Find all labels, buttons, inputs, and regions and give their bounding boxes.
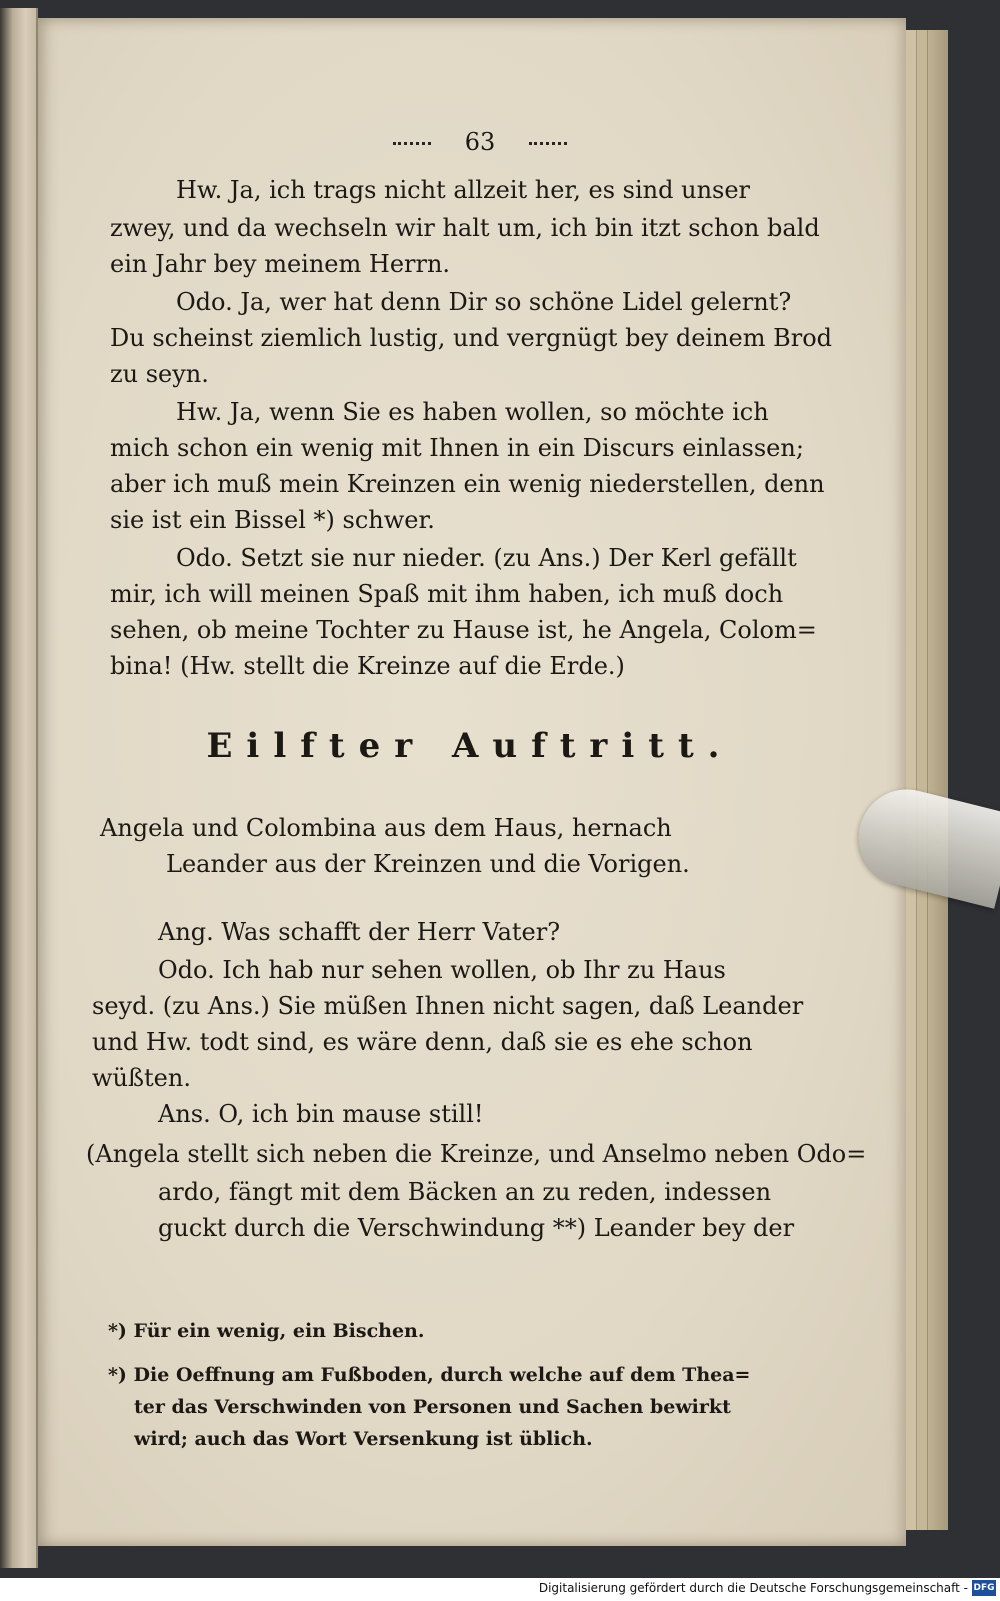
footnote: *) Die Oeffnung am Fußboden, durch welche auf dem Thea= <box>108 1364 751 1386</box>
footnote: ter das Verschwinden von Personen und Sachen bewirkt <box>134 1396 731 1418</box>
text-line: ein Jahr bey meinem Herrn. <box>110 250 451 278</box>
page-number: 63 <box>464 128 496 156</box>
footnote: wird; auch das Wort Versenkung ist üblich. <box>134 1428 593 1450</box>
text-line: mich schon ein wenig mit Ihnen in ein Discurs einlassen; <box>110 434 804 462</box>
book-spine <box>0 8 38 1568</box>
page-header <box>340 128 620 156</box>
text-line: Odo. Setzt sie nur nieder. (zu Ans.) Der Kerl gefällt <box>176 544 797 572</box>
text-line: aber ich muß mein Kreinzen ein wenig niederstellen, denn <box>110 470 825 498</box>
page-edge <box>906 30 917 1530</box>
text-line: Ang. Was schafft der Herr Vater? <box>158 918 561 946</box>
text-line: mir, ich will meinen Spaß mit ihm haben, ich muß doch <box>110 580 784 608</box>
stage-direction-line: guckt durch die Verschwindung **) Leander bey der <box>158 1214 795 1242</box>
text-line: sie ist ein Bissel *) schwer. <box>110 506 435 534</box>
scene-heading: Eilfter Auftritt. <box>206 726 734 766</box>
text-line: seyd. (zu Ans.) Sie müßen Ihnen nicht sagen, daß Leander <box>92 992 804 1020</box>
text-line: Odo. Ja, wer hat denn Dir so schöne Lidel gelernt? <box>176 288 792 316</box>
text-line: Odo. Ich hab nur sehen wollen, ob Ihr zu Haus <box>158 956 726 984</box>
text-line: bina! (Hw. stellt die Kreinze auf die Erde.) <box>110 652 625 680</box>
page-edge <box>928 30 948 1530</box>
text-line: Ans. O, ich bin mause still! <box>158 1100 484 1128</box>
text-line: sehen, ob meine Tochter zu Hause ist, he Angela, Colom= <box>110 616 817 644</box>
stage-direction-line: Angela und Colombina aus dem Haus, hernach <box>100 814 672 842</box>
text-line: Hw. Ja, wenn Sie es haben wollen, so möchte ich <box>176 398 769 426</box>
text-line: und Hw. todt sind, es wäre denn, daß sie es ehe schon <box>92 1028 753 1056</box>
ornament-right <box>529 142 567 145</box>
text-line: Hw. Ja, ich trags nicht allzeit her, es sind unser <box>176 176 751 204</box>
stage-direction-line: Leander aus der Kreinzen und die Vorigen. <box>166 850 690 878</box>
stage-direction-line: ardo, fängt mit dem Bäcken an zu reden, indessen <box>158 1178 772 1206</box>
text-line: zwey, und da wechseln wir halt um, ich bin itzt schon bald <box>110 214 820 242</box>
text-line: Du scheinst ziemlich lustig, und vergnügt bey deinem Brod <box>110 324 833 352</box>
footnote: *) Für ein wenig, ein Bischen. <box>108 1320 425 1342</box>
dfg-logo: DFG <box>972 1580 996 1596</box>
footer-credit: Digitalisierung gefördert durch die Deutsche Forschungsgemeinschaft - <box>538 1581 968 1595</box>
text-line: wüßten. <box>92 1064 191 1092</box>
stage-direction-line: (Angela stellt sich neben die Kreinze, und Anselmo neben Odo= <box>86 1140 867 1168</box>
text-line: zu seyn. <box>110 360 209 388</box>
ornament-left <box>393 142 431 145</box>
book-page <box>38 18 906 1546</box>
page-edge <box>917 30 928 1530</box>
